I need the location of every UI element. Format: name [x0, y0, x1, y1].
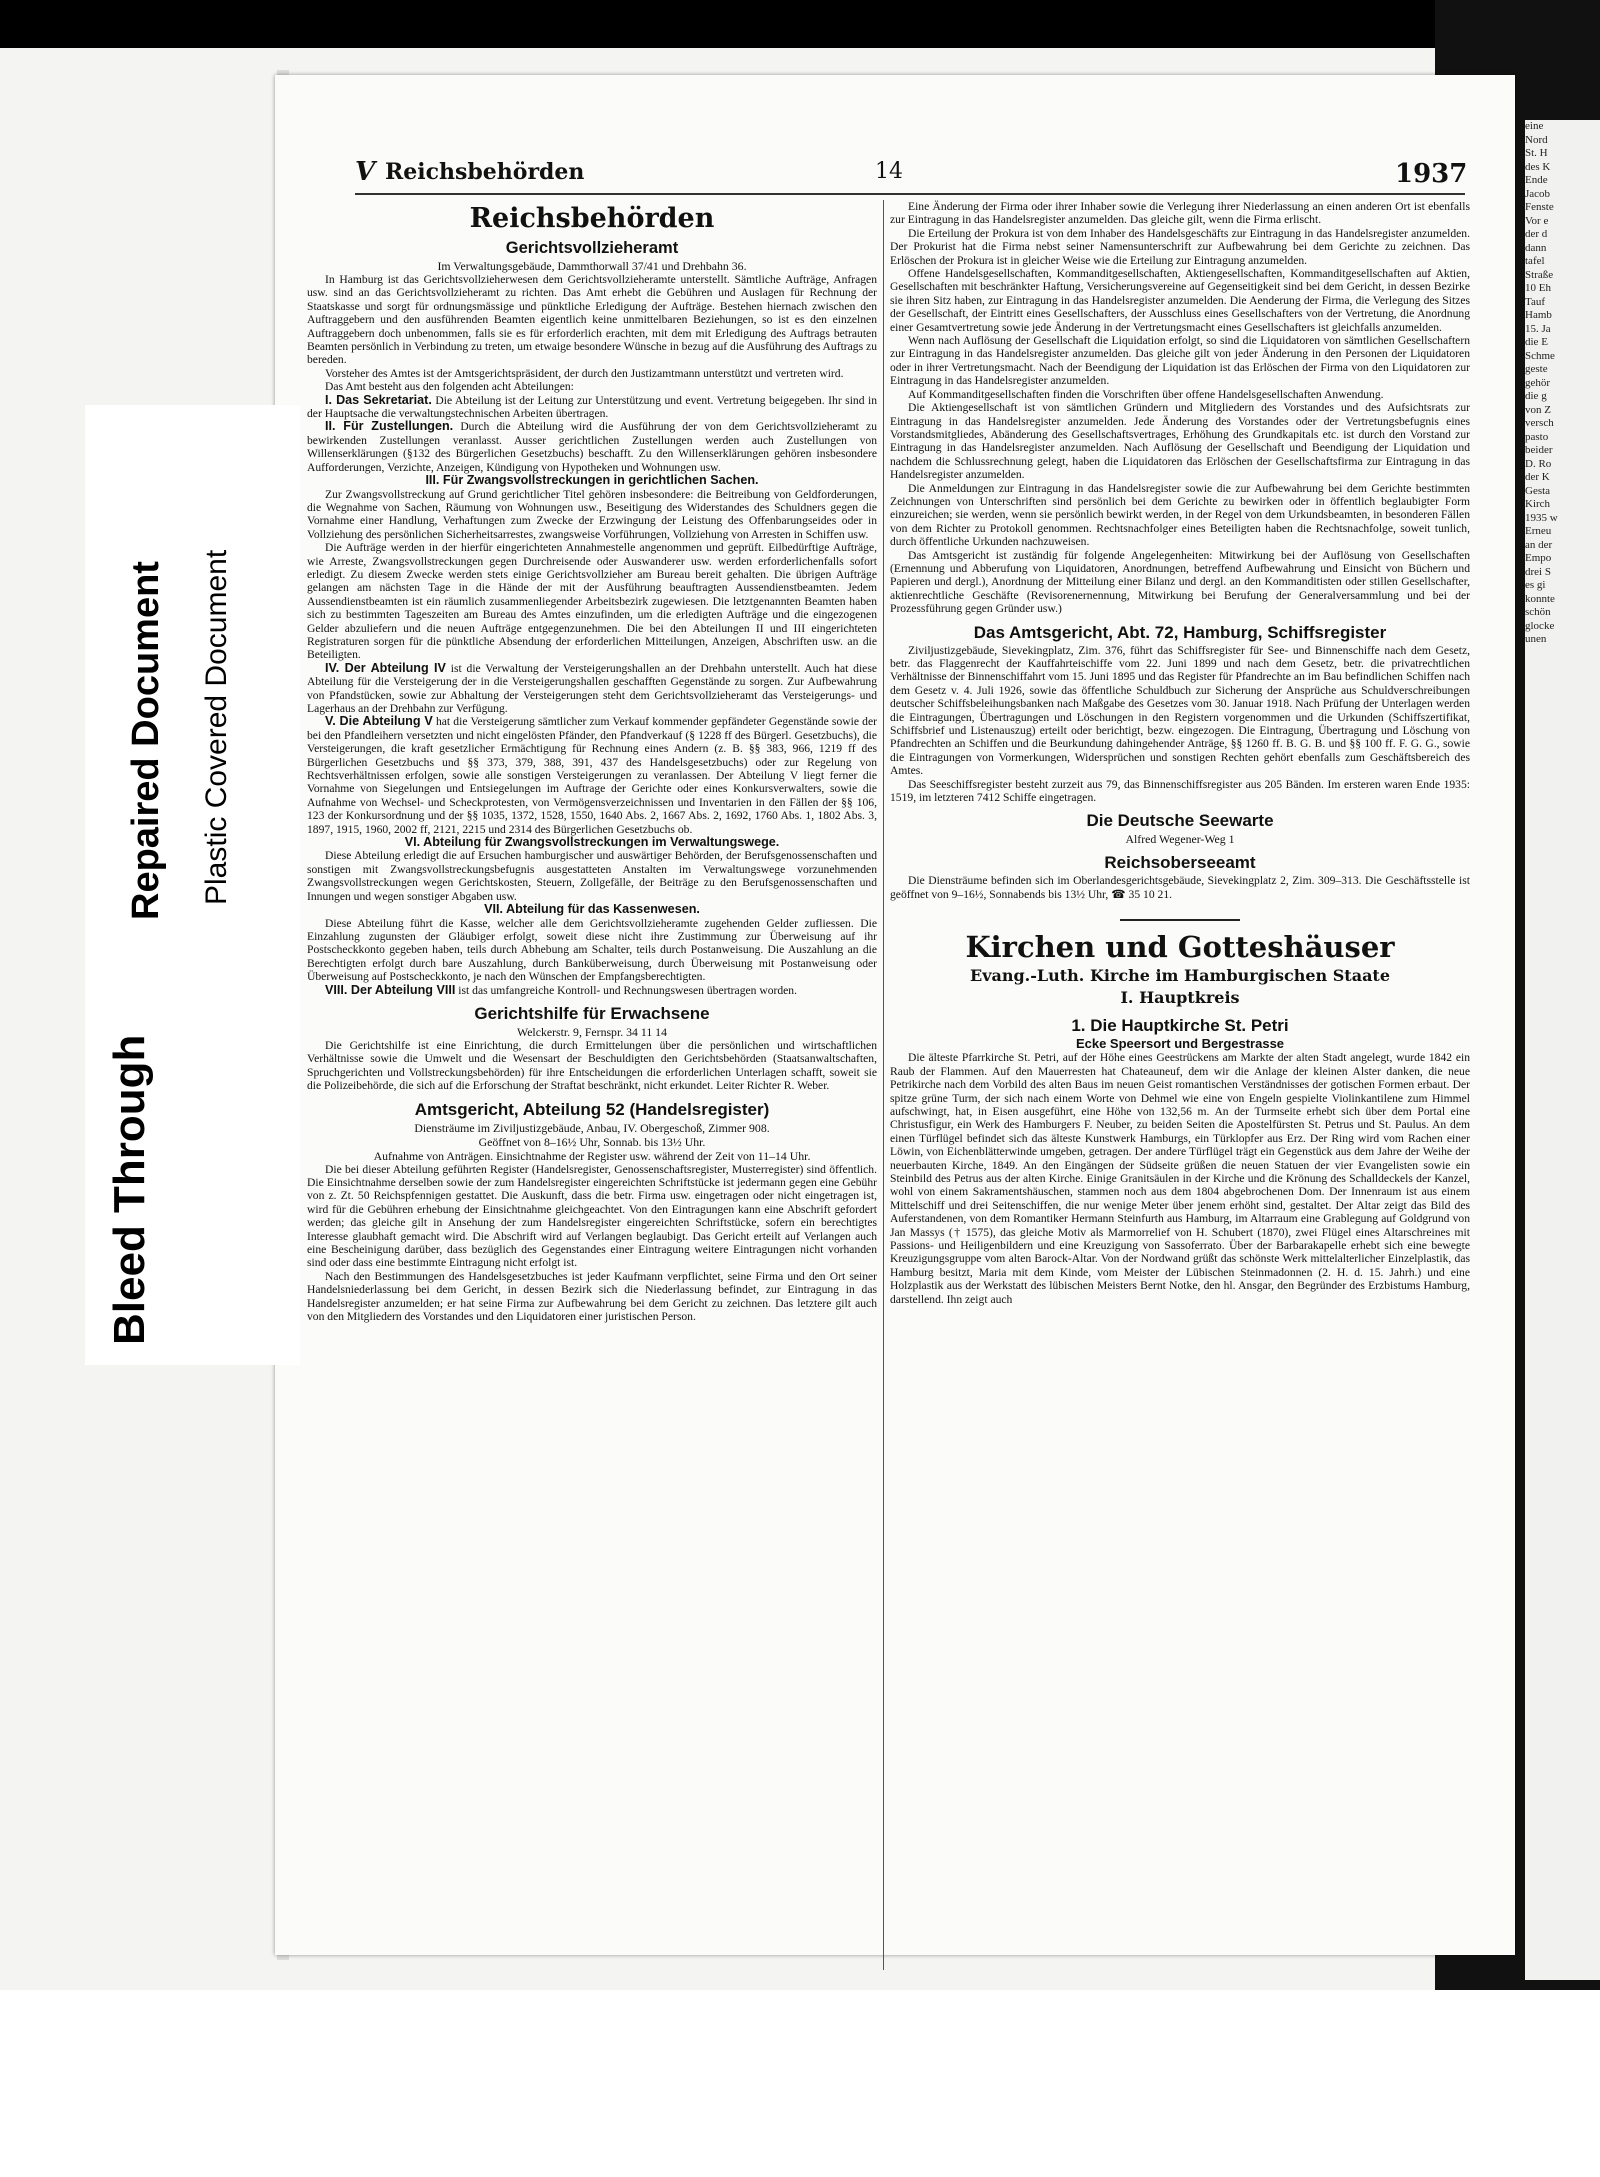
subsection-title: VIII. Der Abteilung VIII: [325, 982, 456, 997]
subsection-title: VII. Abteilung für das Kassenwesen.: [484, 902, 700, 917]
label-plastic-covered: Plastic Covered Document: [200, 549, 233, 905]
paragraph: Vorsteher des Amtes ist der Amtsgerichtspräsident, der durch den Justizamtmann unterstützt und vertreten wird.: [325, 366, 844, 380]
paragraph: Die älteste Pfarrkirche St. Petri, auf der Höhe eines Geestrückens am Markte der alten Stadt angelegt, wurde 1842 ein Raub der Flammen. Auf den Mauerresten hat Chateauneuf, dem wir die Anlage der kleinen Alster danken, die neue Petrikirche nach dem Vorbild des alten Baus im neuen Geist romantischen Verständnisses der gotischen Formen erbaut. Der spitze grüne Turm, der sich nach einem Worte von Dehmel wie eine von Engeln gespielte Violinkantilene zum Himmel aufschwingt, hat, in Eisen ausgeführt, eine Höhe von 132,56 m. An der Turmseite erhebt sich über dem Portal eine Christusfigur, ein Werk des Hamburgers F. Neuber, zu beiden Seiten die Apostelfürsten St. Petrus und St. Paulus. An dem einen Türflügel befindet sich das älteste Kunstwerk Hamburgs, ein Türklopfer aus Erz. Der Ring wird vom Rachen einer Löwin, von Eichenblätterwinde umgeben, getragen. Der andere Türflügel trägt ein Gegenstück aus dem Jahre der Weihe der neuerbauten Kirche, 1849. An den Eingängen der Südseite grüßen die neuen Statuen der vier Evangelisten sowie ein Steinbild des Petrus aus der alten Kirche. Einige Granitsäulen in der Kirche und die Krönung des Schalldeckels der Kanzel, wohl von einem Sakramentshäuschen, stammen noch aus dem 1804 abgebrochenen Dom. Der Innenraum ist aus einem Mittelschiff und drei Seitenschiffen, die nur wenige Meter über jenem erhöht sind, gestaltet. Der Altar zeigt das Bild des Auferstandenen, von dem Romantiker Hermann Steinfurth aus Hamburg, im Altarraum eine Grablegung auf Goldgrund von Jan Massys († 1575), das gleiche Motiv als Marmorrelief von H. Schubert (1870), zwei Flügel eines Altarschreines mit Passions- und Heiligenbildern und eine Kreuzigung von Sassoferrato. Über der Barbarakapelle erhebt sich eine bewegte Kreuzigungsgruppe vom alten Barock-Altar. Von der Nordwand grüßt das schönste Werk mittelalterlicher Einzelplastik, das Hamburg besitzt, Maria mit dem Kinde, vom Meister der Lübischen Steinmadonnen (2. H. d. 15. Jahrh.) und eine Holzplastik aus der Werkstatt des lübischen Meisters Bernt Notke, den hl. Ansgar, den Begründer des Erzbistums Hamburg, darstellend. Ihn zeigt auch: [890, 1051, 1470, 1306]
next-page-line: pasto: [1525, 430, 1549, 443]
office-address: Im Verwaltungsgebäude, Dammthorwall 37/41 und Drehbahn 36.: [437, 259, 747, 273]
section-rule: [1120, 919, 1240, 921]
left-column: [307, 200, 877, 1323]
next-page-line: Nord: [1525, 133, 1548, 146]
subsection: [307, 394, 877, 421]
next-page-line: Empo: [1525, 552, 1552, 564]
office-address: Welckerstr. 9, Fernspr. 34 11 14: [517, 1024, 667, 1039]
header-rule: [355, 193, 1465, 195]
label-bleed-through: Bleed Through: [105, 1034, 154, 1345]
subsection-title: V. Die Abteilung V: [325, 714, 433, 729]
next-page-line: dann: [1525, 241, 1547, 254]
next-page-line: Erneu: [1525, 525, 1552, 537]
paragraph: Die bei dieser Abteilung geführten Register (Handelsregister, Genossenschaftsregister, Musterregister) sind öffentlich. Die Einsichtnahme derselben sowie der zum Handelsregister eingereichten Schriftstücke ist jedermann gegen eine Gebühr von z. Zt. 50 Reichspfennigen gestattet. Die Auskunft, dass die betr. Firma usw. eingetragen oder nicht eingetragen ist, wird für die Gebühren erhebung der Einsichtnahme gleichgeachtet. Von den Eintragungen kann eine Abschrift gefordert werden; das gleiche gilt in Ansehung der zum Handelsregister eingereichten Schriftstücke, sofern ein berechtigtes Interesse glaubhaft gemacht wird. Die Abschrift wird auf Verlangen beglaubigt. Das Gericht erteilt auf Verlangen auch eine Bescheinigung darüber, dass bezüglich des Gegenstandes einer Eintragung weitere Eintragungen nicht vorhanden sind oder dass eine bestimmte Eintragung nicht erfolgt ist.: [307, 1162, 877, 1270]
subsection-text: Die Abteilung ist der Leitung zur Unterstützung und event. Vertretung beigegeben. Ihr sind in der Hauptsache die verwaltungstechnischen Arbeiten übertragen.: [307, 393, 877, 421]
paragraph: Die Anmeldungen zur Eintragung in das Handelsregister sowie die zur Aufbewahrung bei dem Gerichte bestimmten Zeichnungen von Unterschriften sind persönlich bei dem Gerichte zu bewirken oder in öffentlich beglaubigter Form einzureichen; sie werden, wenn sie persönlich bewirkt werden, in der Regel von dem Urkundsbeamten, in besonderen Fällen von dem Richter zu Protokoll genommen. Rechtsnachfolger eines Beteiligten haben die Rechtsnachfolge, soweit tunlich, durch öffentliche Urkunden nachzuweisen.: [890, 481, 1470, 549]
label-repaired-document: Repaired Document: [125, 561, 167, 920]
next-page-line: von Z: [1525, 403, 1551, 416]
next-page-line: an der: [1525, 538, 1553, 551]
column-divider: [883, 200, 884, 1970]
subsection-text: Durch die Abteilung wird die Ausführung der von dem Gerichtsvollzieheramt zu bewirkenden Zustellungen veranlasst. Ausser gerichtlichen Zustellungen werden auch Zustellungen von Willenserklärungen (§132 des Bürgerlichen Gesetzbuchs) beschafft. Zu den Willenserklärungen gehören insbesondere Aufforderungen, Verzichte, Anzeigen, Kündigung von Hypotheken und Wohnungen usw.: [307, 420, 877, 474]
next-page-line: der d: [1525, 228, 1548, 240]
document-page: [275, 75, 1515, 1955]
subsection: [307, 984, 877, 997]
next-page-fragment: [1525, 120, 1600, 1980]
office-heading: Gerichtshilfe für Erwachsene: [474, 1003, 710, 1023]
church-address: Ecke Speersort und Bergestrasse: [1075, 1036, 1285, 1052]
paragraph: In Hamburg ist das Gerichtsvollzieherwesen dem Gerichtsvollzieheramte unterstellt. Sämtliche Aufträge, Anfragen usw. sind an das Gerichtsvollzieheramt zu richten. Das Amt erhebt die Gebühren und Auslagen für Rechnung der Staatskasse und sorgt für ordnungsmässige und pünktliche Erledigung der Aufträge. Bestehen hiernach zwischen den Auftraggebern und den ausführenden Beamten eigentlich keine unmittelbaren Beziehungen, so ist es den einzelnen Auftraggebern doch unbenommen, falls sie es für erforderlich erachten, mit dem mit Erledigung des Auftrags betrauten Beamten persönlich in Verbindung zu treten, um etwaige besondere Wünsche in bezug auf die Ausführung des Auftrags zu bereden.: [307, 273, 877, 367]
next-page-line: unen: [1525, 633, 1547, 645]
office-address: Alfred Wegener-Weg 1: [1125, 832, 1235, 847]
subsection-title: VI. Abteilung für Zwangsvollstreckungen im Verwaltungswege.: [404, 835, 780, 850]
office-heading: Das Amtsgericht, Abt. 72, Hamburg, Schiffsregister: [973, 622, 1387, 642]
next-page-line: Kirch: [1525, 498, 1551, 510]
paragraph: Wenn nach Auflösung der Gesellschaft die Liquidation erfolgt, so sind die Liquidatoren von sämtlichen Gesellschaftern zur Eintragung in das Handelsregister anzumelden. Das gleiche gilt von jeder Änderung in den Personen der Liquidatoren oder in ihrer Vertretungsmacht. Nach der Beendigung der Liquidation ist das Erlöschen der Firma von den Liquidatoren zur Eintragung in das Handelsregister anzumelden.: [890, 334, 1470, 388]
subsection: [307, 420, 877, 474]
next-page-line: Vor e: [1525, 214, 1549, 227]
next-page-line: konnte: [1525, 592, 1555, 605]
section-mark: V: [355, 157, 376, 187]
next-page-line: Hamb: [1525, 309, 1552, 321]
subsection-title: I. Das Sekretariat.: [325, 392, 432, 407]
right-column: [890, 200, 1470, 1306]
paragraph: Das Amtsgericht ist zuständig für folgende Angelegenheiten: Mitwirkung bei der Auflösung von Gesellschaften (Ernennung und Abberufung von Liquidatoren, Anordnungen, betreffend Aufbewahrung und Einsicht von Büchern und Papieren und dergl.), Anordnung der Mitteilung einer Bilanz und dergl. an den Kommanditisten oder stillen Gesellschafter, aktienrechtliche Geschäfte (Revisorenernennung, Mitwirkung bei Berufung der Generalversammlung und bei der Prozessführung gegen Gründer usw.): [890, 548, 1470, 616]
paragraph: Diese Abteilung führt die Kasse, welcher alle dem Gerichtsvollzieheramte zugehenden Gelder zufliessen. Die Einzahlung zugunsten der Gläubiger erfolgt, soweit diese nicht ihre Zustimmung zur Überweisung auf ihr Postscheckkonto gegeben haben, teils durch Abhebung am Schalter, teils durch Postanweisung. Die Auszahlung an die Berechtigten erfolgt durch bare Auszahlung, durch Banküberweisung, durch Überweisung mit Postanweisung oder Überweisung auf Postscheckkonto, je nach den Wünschen der Empfangsberechtigten.: [307, 916, 877, 984]
section-heading: Reichsbehörden: [469, 203, 715, 234]
paragraph: Zur Zwangsvollstreckung auf Grund gerichtlicher Titel gehören insbesondere: die Beitreibung von Geldforderungen, die Wegnahme von Sachen, Räumung von Wohnungen usw., Beseitigung des Widerstandes des Schuldners gegen die Vornahme einer Handlung, Verhaftungen zum Zwecke der Erzwingung der Leistung des Offenbarungseides oder in Vollziehung des persönlichen Sicherheitsarrestes, zwangsweise Vorführungen, Vollziehung von Arresten in Schiffen usw.: [307, 487, 877, 541]
subsection-title: III. Für Zwangsvollstreckungen in gerichtlichen Sachen.: [425, 473, 759, 488]
next-page-line: glocke: [1525, 619, 1555, 632]
next-page-line: des K: [1525, 160, 1551, 173]
page-number: 14: [875, 159, 903, 184]
paragraph: Eine Änderung der Firma oder ihrer Inhaber sowie die Verlegung ihrer Niederlassung an einen anderen Ort ist ebenfalls zur Eintragung in das Handelsregister anzumelden. Das gleiche gilt, wenn die Firma erlischt.: [890, 200, 1470, 227]
next-page-line: D. Ro: [1525, 457, 1552, 470]
next-page-line: schön: [1525, 606, 1551, 618]
paragraph: Das Seeschiffsregister besteht zurzeit aus 79, das Binnenschiffsregister aus 205 Bänden. Im ersteren waren Ende 1935: 1519, im letzteren 7412 Schiffe eingetragen.: [890, 777, 1470, 805]
next-page-line: Schme: [1525, 349, 1555, 362]
next-page-line: beider: [1525, 444, 1553, 456]
running-title: Reichsbehörden: [385, 159, 585, 185]
next-page-line: gehör: [1525, 376, 1551, 389]
subsection-title: II. Für Zustellungen.: [325, 419, 454, 434]
next-page-line: der K: [1525, 471, 1550, 483]
subsection: [307, 662, 877, 716]
next-page-line: Fenste: [1525, 201, 1554, 213]
subsection-text: hat die Versteigerung sämtlicher zum Verkauf kommender gepfändeter Gegenstände sowie der bei den Pfandleihern versetzten und nicht eingelösten Pfänder, den Pfandverkauf (§ 1228 ff des Bürgerl. Gesetzbuchs), die Versteigerungen, die kraft gesetzlicher Ermächtigung für Rechnung eines Andern (z. B. §§ 383, 966, 1219 ff des Bürgerlichen Gesetzbuchs und §§ 373, 379, 388, 391, 437 des Handelsgesetzbuchs) oder zur Regelung von Rechtsverhältnissen erfolgen, sowie alle sonstigen Versteigerungen zu veranlassen. Der Abteilung V liegt ferner die Vornahme von Siegelungen und Entsiegelungen im Auftrage der Gerichte oder eines Konkursverwalters, sowie die Aufnahme von Wechsel- und Scheckprotesten, von Vermögensverzeichnissen und Inventarien in den Fällen der §§ 106, 123 der Konkursordnung und der §§ 1035, 1372, 1528, 1550, 1640 Abs. 2, 1667 Abs. 2, 1692, 1760 Abs. 1, 1802 Abs. 3, 1897, 1915, 1960, 2002 ff, 2121, 2215 und 2314 des Bürgerlichen Gesetzbuchs ob.: [307, 715, 877, 836]
district-heading: I. Hauptkreis: [1120, 988, 1240, 1008]
year: 1937: [1395, 159, 1468, 189]
church-heading: 1. Die Hauptkirche St. Petri: [1071, 1016, 1289, 1036]
paragraph: Die Aufträge werden in der hierfür eingerichteten Annahmestelle angenommen und geprüft. Eilbedürftige Aufträge, wie Arreste, Zwangsvollstreckungen gegen Durchreisende oder Auswanderer usw. werden erforderlichenfalls sofort erledigt. Zu diesem Zwecke werden stets einige Gerichtsvollzieher am Bureau bereit gehalten. Die übrigen Aufträge gelangen am nächsten Tage in die Hände der mit der Ausführung beauftragten Aussendienstbeamten. Jedem Aussendienstbeamten ist ein räumlich zusammenliegender Arbeitsbezirk zugewiesen. Die letztgenannten Beamten haben sich zu bestimmten Tageszeiten am Bureau des Amtes einzufinden, um die erledigten Aufträge und die eingezogenen Gelder abzuliefern und die neuen Aufträge entgegenzunehmen. Die bei den Abteilungen II und III eingerichteten Registraturen sorgen für die pünktliche Absendung der erforderlichen Mitteilungen, Anzeigen, Abschriften usw. an die Beteiligten.: [307, 541, 877, 662]
next-page-line: 15. Ja: [1525, 322, 1551, 335]
office-hours: Geöffnet von 8–16½ Uhr, Sonnab. bis 13½ Uhr.: [478, 1134, 706, 1149]
scan-bottom-margin: [0, 1990, 1600, 2177]
next-page-line: Jacob: [1525, 187, 1551, 200]
paragraph: Auf Kommanditgesellschaften finden die Vorschriften über offene Handelsgesellschaften Anwendung.: [908, 387, 1384, 401]
paragraph: Nach den Bestimmungen des Handelsgesetzbuches ist jeder Kaufmann verpflichtet, seine Firma und den Ort seiner Handelsniederlassung bei dem Gericht, in dessen Bezirk sich die Niederlassung befindet, zur Eintragung in das Handelsregister anzumelden; er hat seine Firma zur Aufbewahrung bei dem Gericht zu zeichnen. Das letztere gilt auch von den Mitgliedern des Vorstandes und den Liquidatoren einer juristischen Person.: [307, 1269, 877, 1324]
paragraph: Diese Abteilung erledigt die auf Ersuchen hamburgischer und auswärtiger Behörden, der Berufsgenossenschaften und sonstigen mit Zwangsvollstreckungsbefugnis ausgestatteten Anstalten im Verwaltungswege vorzunehmenden Zwangsvollstreckungen wegen Gerichtskosten, Steuern, Zollgefälle, der Beiträge zu den Berufsgenossenschaften und Innungen und wegen sonstiger Abgaben usw.: [307, 849, 877, 903]
paragraph: Die Aktiengesellschaft ist von sämtlichen Gründern und Mitgliedern des Vorstandes und des Aufsichtsrats zur Eintragung in das Handelsregister anzumelden. Jede Änderung des Vorstandes oder der Vertretungsbefugnis eines Vorstandsmitgliedes, Abänderung des Gesellschaftsvertrages, Erhöhung des Grundkapitals etc. ist durch den Vorstand zur Eintragung in das Handelsregister anzumelden. Nach Auflösung der Gesellschaft und Beendigung der Liquidation und nachdem die Schlussrechnung gelegt, haben die Liquidatoren das Erlöschen der Gesellschaftsfirma zur Eintragung in das Handelsregister anzumelden.: [890, 401, 1470, 482]
next-page-line: es gi: [1525, 579, 1546, 591]
chapter-heading: Kirchen und Gotteshäuser: [965, 930, 1395, 965]
next-page-line: eine: [1525, 120, 1544, 132]
paragraph: Die Diensträume befinden sich im Oberlandesgerichtsgebäude, Sievekingplatz 2, Zim. 309–313. Die Geschäftsstelle ist geöffnet von 9–16½, Sonnabends bis 13½ Uhr, ☎ 35 10 21.: [890, 874, 1470, 901]
next-page-line: tafel: [1525, 255, 1545, 267]
next-page-line: drei S: [1525, 565, 1551, 578]
subsection-title: IV. Der Abteilung IV: [325, 660, 446, 675]
next-page-line: 10 Eh: [1525, 282, 1551, 294]
paragraph: Das Amt besteht aus den folgenden acht Abteilungen:: [325, 380, 574, 394]
scan-top-border: [0, 0, 1600, 48]
next-page-line: die E: [1525, 336, 1548, 348]
subsection: [307, 715, 877, 836]
chapter-subheading: Evang.-Luth. Kirche im Hamburgischen Staate: [970, 966, 1390, 986]
office-heading: Die Deutsche Seewarte: [1086, 811, 1274, 831]
next-page-line: Ende: [1525, 174, 1548, 186]
next-page-line: die g: [1525, 390, 1547, 402]
subsection-text: ist das umfangreiche Kontroll- und Rechnungswesen übertragen worden.: [458, 983, 797, 997]
next-page-line: Tauf: [1525, 295, 1545, 308]
paragraph: Die Gerichtshilfe ist eine Einrichtung, die durch Ermittelungen über die persönlichen und wirtschaftlichen Verhältnisse sowie die Umwelt und die Wesensart der Beschuldigten den Gerichtsbehörden (Staatsanwaltschaften, Spruchgerichten und Vollstreckungsbehörden) für ihre Entscheidungen die erforderlichen Unterlagen schafft, soweit sie die Polizeibehörde, die sich auf die Erforschung der Straftat beschränkt, nicht erkundet. Leiter Richter R. Weber.: [307, 1038, 877, 1093]
office-heading: Reichsoberseeamt: [1104, 853, 1256, 873]
page-header: [355, 157, 1468, 191]
next-page-line: Gesta: [1525, 484, 1551, 497]
office-address: Diensträume im Ziviljustizgebäude, Anbau, IV. Obergeschoß, Zimmer 908.: [414, 1120, 770, 1135]
next-page-line: geste: [1525, 363, 1548, 375]
office-hours: Aufnahme von Anträgen. Einsichtnahme der Register usw. während der Zeit von 11–14 Uhr.: [373, 1148, 811, 1163]
paragraph: Offene Handelsgesellschaften, Kommanditgesellschaften, Aktiengesellschaften, Kommanditgesellschaften auf Aktien, Gesellschaften mit beschränkter Haftung, Versicherungsvereine auf Gegenseitigkeit sind bei dem Gericht, in dessen Bezirke sie ihren Sitz haben, zur Eintragung in das Handelsregister anzumelden. Die Aenderung der Firma, die Verlegung des Sitzes der Gesellschaft, der Eintritt eines Gesellschafters, der Ausschluss eines Gesellschafters von der Vertretung, die Anordnung einer Gesamtvertretung sowie jede Änderung in der Vertretungsmacht eines Gesellschafters ist gleichfalls anzumelden.: [890, 267, 1470, 334]
next-page-line: Straße: [1525, 268, 1554, 281]
next-page-line: versch: [1525, 417, 1554, 429]
paragraph: Die Erteilung der Prokura ist von dem Inhaber des Handelsgeschäfts zur Eintragung in das Handelsregister anzumelden. Der Prokurist hat die Firma nebst seiner Namensunterschrift zur Aufbewahrung bei dem Gerichte zu zeichnen. Das Erlöschen der Prokura ist in gleicher Weise wie die Erteilung zur Eintragung anzumelden.: [890, 226, 1470, 267]
paragraph: Ziviljustizgebäude, Sievekingplatz, Zim. 376, führt das Schiffsregister für See- und Binnenschiffe nach dem Gesetz, betr. das Flaggenrecht der Kauffahrteischiffe vom 22. Juni 1899 und nach dem Gesetz, betr. die privatrechtlichen Verhältnisse der Binnenschiffahrt vom 15. Juni 1895 und das Register für Pfandrechte an im Bau befindlichen Schiffen nach dem Gesetz v. 4. Juli 1926, sowie das öffentliche Schuldbuch zur Sicherung der Ansprüche aus Schuldverschreibungen deutscher Schiffsbeleihungsbanken nach Maßgabe des Gesetzes vom 30. Januar 1918. Nach Prüfung der Unterlagen werden die Eintragungen, Übertragungen und Löschungen in den Registern vorgenommen und die Urkunden (Schiffszertifikat, Schiffsbrief und Listenauszug) erteilt oder berichtigt, bezw. eingezogen. Die Eintragung, Übertragung und Löschung von Pfandrechten an Schiffen und die Beurkundung dahingehender Anträge, §§ 1260 ff. B. G. B. und §§ 100 ff. F. G. G., sowie die Eintragungen von Vormerkungen, Widersprüchen und sonstigen Rechten gehört ebenfalls zum Geschäftsbereich des Amtes.: [890, 643, 1470, 778]
next-page-line: 1935 w: [1525, 511, 1558, 524]
office-heading: Gerichtsvollzieheramt: [505, 239, 679, 257]
subsection-text: ist die Verwaltung der Versteigerungshallen an der Drehbahn unterstellt. Auch hat diese Abteilung für die Versteigerung der in die Versteigerungshallen geschafften Gegenstände zu sorgen. Zur Aufbewahrung von Pfandstücken, sowie zur Abhaltung der Versteigerungen steht dem Gerichtsvollzieheramt das Versteigerungs- und Lagerhaus an der Drehbahn zur Verfügung.: [307, 661, 877, 715]
office-heading: Amtsgericht, Abteilung 52 (Handelsregister): [414, 1099, 770, 1119]
next-page-line: St. H: [1525, 147, 1548, 159]
